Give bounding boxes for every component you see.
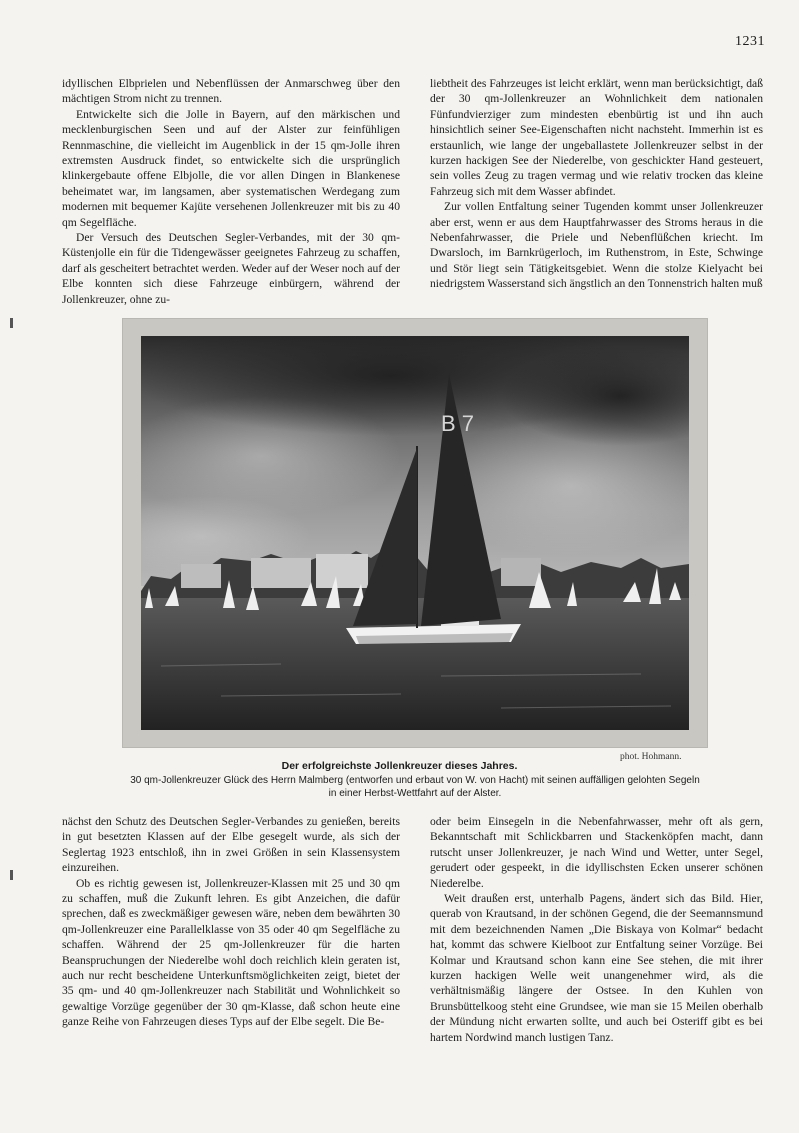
paragraph: Ob es richtig gewesen ist, Jollenkreuzer-Klassen mit 25 und 30 qm zu schaffen, muß die Zukunft lehren. Es gibt Anzeichen, die dafür sprechen, daß es zweckmäßiger gewesen wäre, neben dem bewährten 30 qm-Jollenkreuzer eine Parallelklasse von 35 oder 40 qm Segelfläche zu schaffen. Während der 25 qm-Jollenkreuzer für die harten Beanspruchungen der Niederelbe wohl doch reichlich klein geraten ist, auch nur recht bescheidene Unterkunftsmöglichkeiten zeigt, bietet der 35 qm- und 40 qm-Jollenkreuzer nach Stabilität und Wohnlichkeit so gewaltige Vorzüge gegenüber der 30 qm-Klasse, daß schon heute eine ganze Reihe von Fahrzeugen dieses Typs auf der Elbe segelt. Die Be- (62, 876, 400, 1029)
sailboat-illustration (141, 336, 689, 730)
caption-text: 30 qm-Jollenkreuzer Glück des Herrn Malmberg (entworfen und erbaut von W. von Hacht) mit seinen auffälligen gelohten Segeln in einer Herbst-Wettfahrt auf der Alster. (130, 775, 700, 799)
photo-frame (122, 318, 708, 748)
photo-credit: phot. Hohmann. (620, 752, 682, 762)
margin-mark (10, 318, 13, 328)
paragraph: oder beim Einsegeln in die Nebenfahrwasser, mehr oft als gern, Bekanntschaft mit Schlickbarren und Stackenköpfen macht, dann rutscht unser Jollenkreuzer, je nach Wind und Wetter, unter Segel, gerudert oder gespeekt, in die idyllischsten Ecken unserer schönen Niederelbe. (430, 815, 763, 890)
paragraph: Weit draußen erst, unterhalb Pagens, ändert sich das Bild. Hier, querab von Krautsand, in der schönen Gegend, die der Seemannsmund mit dem bezeichnenden Namen „Die Biskaya von Kolmar“ bedacht hat, kommt das schwere Kielboot zur Entfaltung seiner Vorzüge. Bei Kolmar und Krautsand schon kann eine See stehen, die mit ihrer kurzen hackigen Welle weit unangenehmer wird, als die verhältnismäßig längere der Ostsee. In den Kuhlen von Brunsbüttelkoog steht eine Grundsee, wie man sie 15 Meilen oberhalb der Mündung nicht erwarten sollte, und auch bei Osteriff gibt es bei hartem Nordwind manch lustigen Tanz. (430, 892, 763, 1044)
paragraph: idyllischen Elbprielen und Nebenflüssen der Anmarschweg über den mächtigen Strom nicht zu trennen. (62, 77, 400, 106)
paragraph: Zur vollen Entfaltung seiner Tugenden kommt unser Jollenkreuzer aber erst, wenn er aus dem Hauptfahrwasser des Stroms heraus in die Nebenfahrwasser, die Priele und Nebenflüßchen kriecht. Im Dwarsloch, im Barnkrügerloch, im Ruthenstrom, in Este, Schwinge und Stör liegt sein Tätigkeitsgebiet. Wenn die stolze Kielyacht bei niedrigstem Wasserstand sich ängstlich an den Tonnenstrich halten muß (430, 200, 763, 291)
sail-marking: B 7 (441, 411, 475, 436)
column-top-left (62, 76, 400, 307)
paragraph: Entwickelte sich die Jolle in Bayern, auf den märkischen und mecklenburgischen Seen und auf der Alster zur feinfühligen Rennmaschine, die vielleicht im Augenblick in der 15 qm-Jolle ihren extremsten Ausdruck findet, so entwickelte sich die ursprünglich klinkergebaute offene Elbjolle, die vor allen Dingen in Blankenese beheimatet war, im langsamen, aber systematischen Werdegang zum modernen mit bequemer Kajüte versehenen Jollenkreuzer mit bis zu 40 qm Segelfläche. (62, 107, 400, 229)
paragraph: nächst den Schutz des Deutschen Segler-Verbandes zu genießen, bereits in gut besetzten Klassen auf der Elbe gesegelt wurde, als sich der Seglertag 1923 entschloß, ihn in zwei Größen in sein Klassensystem einzureihen. (62, 815, 400, 875)
column-bottom-right (430, 814, 763, 1045)
page-number: 1231 (735, 34, 765, 49)
caption-title: Der erfolgreichste Jollenkreuzer dieses Jahres. (281, 760, 518, 772)
paragraph: liebtheit des Fahrzeuges ist leicht erklärt, wenn man berücksichtigt, daß der 30 qm-Jollenkreuzer an Wohnlichkeit dem nationalen Fünfundvierziger zum mindesten ebenbürtig ist und ihn auch hinsichtlich seiner See-Eigenschaften nicht nachsteht. Immerhin ist es erstaunlich, wie lange der ungeballastete Jollenkreuzer selbst in der kurzen hackigen See der Niederelbe, von geschickter Hand gesteuert, sein volles Zeug zu tragen vermag und wie relativ trocken das kleine Fahrzeug sich mit dem Wasser abfindet. (430, 77, 763, 198)
column-bottom-left (62, 814, 400, 1030)
margin-mark (10, 870, 13, 880)
column-top-right (430, 76, 763, 292)
paragraph: Der Versuch des Deutschen Segler-Verbandes, mit der 30 qm-Küstenjolle ein für die Tidengewässer geeignetes Fahrzeug zu schaffen, darf als gescheitert betrachtet werden. Weder auf der Weser noch auf der Elbe konnten sich diese Fahrzeuge einbürgern, während der Jollenkreuzer, ohne zu- (62, 231, 400, 306)
sailing-photograph (141, 336, 689, 730)
